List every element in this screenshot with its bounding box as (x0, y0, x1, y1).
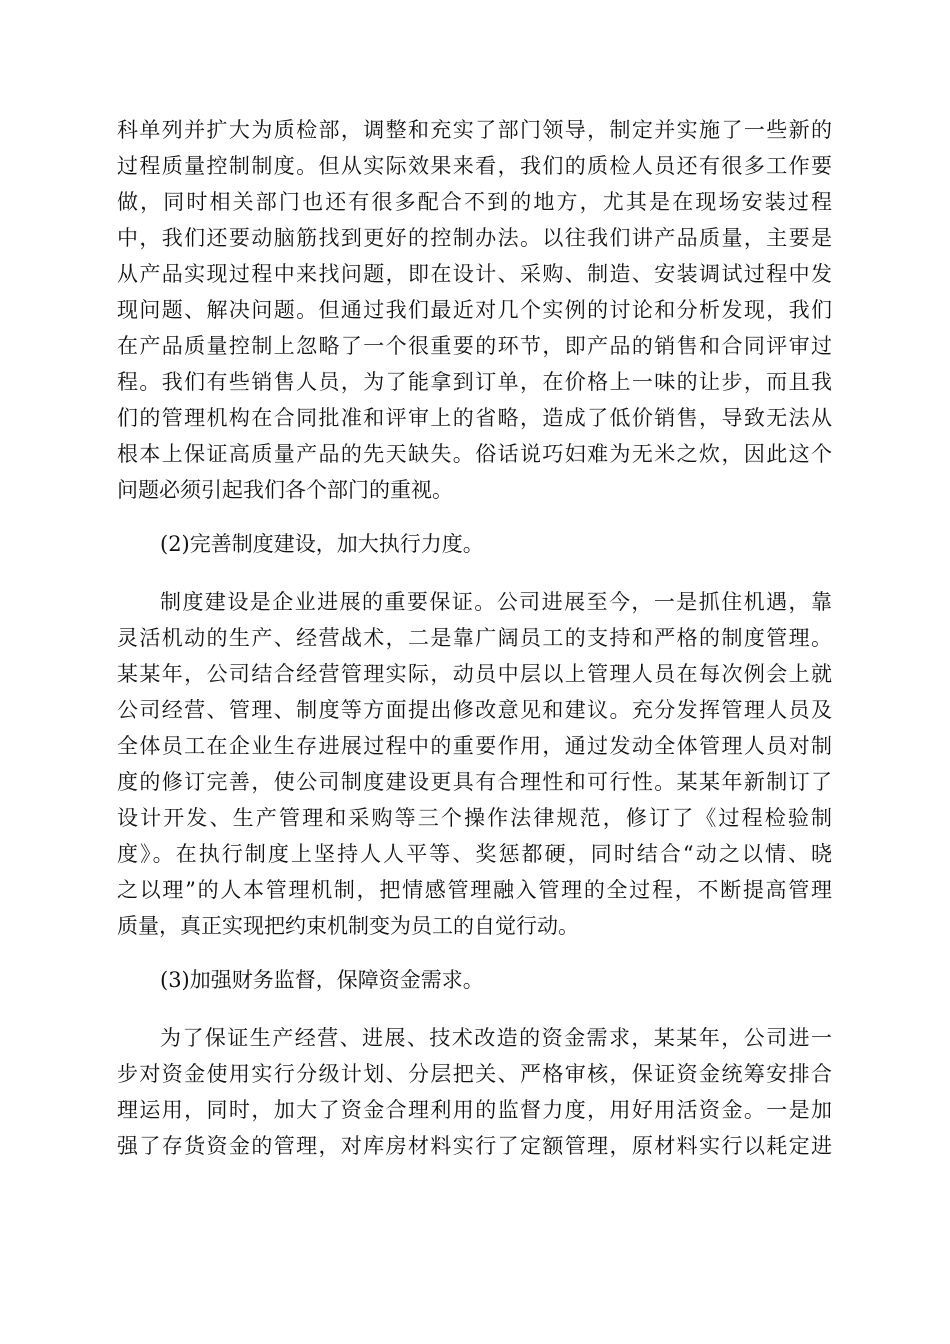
text-line: 度的修订完善，使公司制度建设更具有合理性和可行性。某某年新制订了 (117, 770, 832, 794)
text-line: 从产品实现过程中来找问题，即在设计、采购、制造、安装调试过程中发 (117, 262, 832, 286)
text-line: 灵活机动的生产、经营战术，二是靠广阔员工的支持和严格的制度管理。 (117, 626, 832, 650)
section-heading-2: (2)完善制度建设，加大执行力度。 (160, 532, 484, 556)
text-line: 在产品质量控制上忽略了一个很重要的环节，即产品的销售和合同评审过 (117, 334, 832, 358)
text-line: 某某年，公司结合经营管理实际，动员中层以上管理人员在每次例会上就 (117, 662, 832, 686)
text-line: 理运用，同时，加大了资金合理利用的监督力度，用好用活资金。一是加 (117, 1098, 832, 1122)
text-line: 过程质量控制制度。但从实际效果来看，我们的质检人员还有很多工作要 (117, 154, 832, 178)
text-line: 质量，真正实现把约束机制变为员工的自觉行动。 (117, 914, 579, 938)
text-line: 们的管理机构在合同批准和评审上的省略，造成了低价销售，导致无法从 (117, 406, 832, 430)
text-line: 设计开发、生产管理和采购等三个操作法律规范，修订了《过程检验制 (117, 806, 832, 830)
text-line: 程。我们有些销售人员，为了能拿到订单，在价格上一味的让步，而且我 (117, 370, 832, 394)
text-line: 中，我们还要动脑筋找到更好的控制办法。以往我们讲产品质量，主要是 (117, 226, 832, 250)
text-line: 度》。在执行制度上坚持人人平等、奖惩都硬，同时结合“动之以情、晓 (117, 842, 832, 866)
text-line: 做，同时相关部门也还有很多配合不到的地方，尤其是在现场安装过程 (117, 190, 832, 214)
text-line: 问题必须引起我们各个部门的重视。 (117, 478, 453, 502)
text-line: 之以理”的人本管理机制，把情感管理融入管理的全过程，不断提高管理 (117, 878, 832, 902)
text-line: 科单列并扩大为质检部，调整和充实了部门领导，制定并实施了一些新的 (117, 118, 832, 142)
text-line: 公司经营、管理、制度等方面提出修改意见和建议。充分发挥管理人员及 (117, 698, 832, 722)
text-line: 根本上保证高质量产品的先天缺失。俗话说巧妇难为无米之炊，因此这个 (117, 442, 832, 466)
text-line: 制度建设是企业进展的重要保证。公司进展至今，一是抓住机遇，靠 (160, 590, 832, 614)
text-line: 为了保证生产经营、进展、技术改造的资金需求，某某年，公司进一 (160, 1026, 832, 1050)
section-heading-3: (3)加强财务监督，保障资金需求。 (160, 968, 484, 992)
text-line: 现问题、解决问题。但通过我们最近对几个实例的讨论和分析发现，我们 (117, 298, 832, 322)
text-line: 全体员工在企业生存进展过程中的重要作用，通过发动全体管理人员对制 (117, 734, 832, 758)
text-line: 步对资金使用实行分级计划、分层把关、严格审核，保证资金统筹安排合 (117, 1062, 832, 1086)
text-line: 强了存货资金的管理，对库房材料实行了定额管理，原材料实行以耗定进 (117, 1134, 832, 1158)
